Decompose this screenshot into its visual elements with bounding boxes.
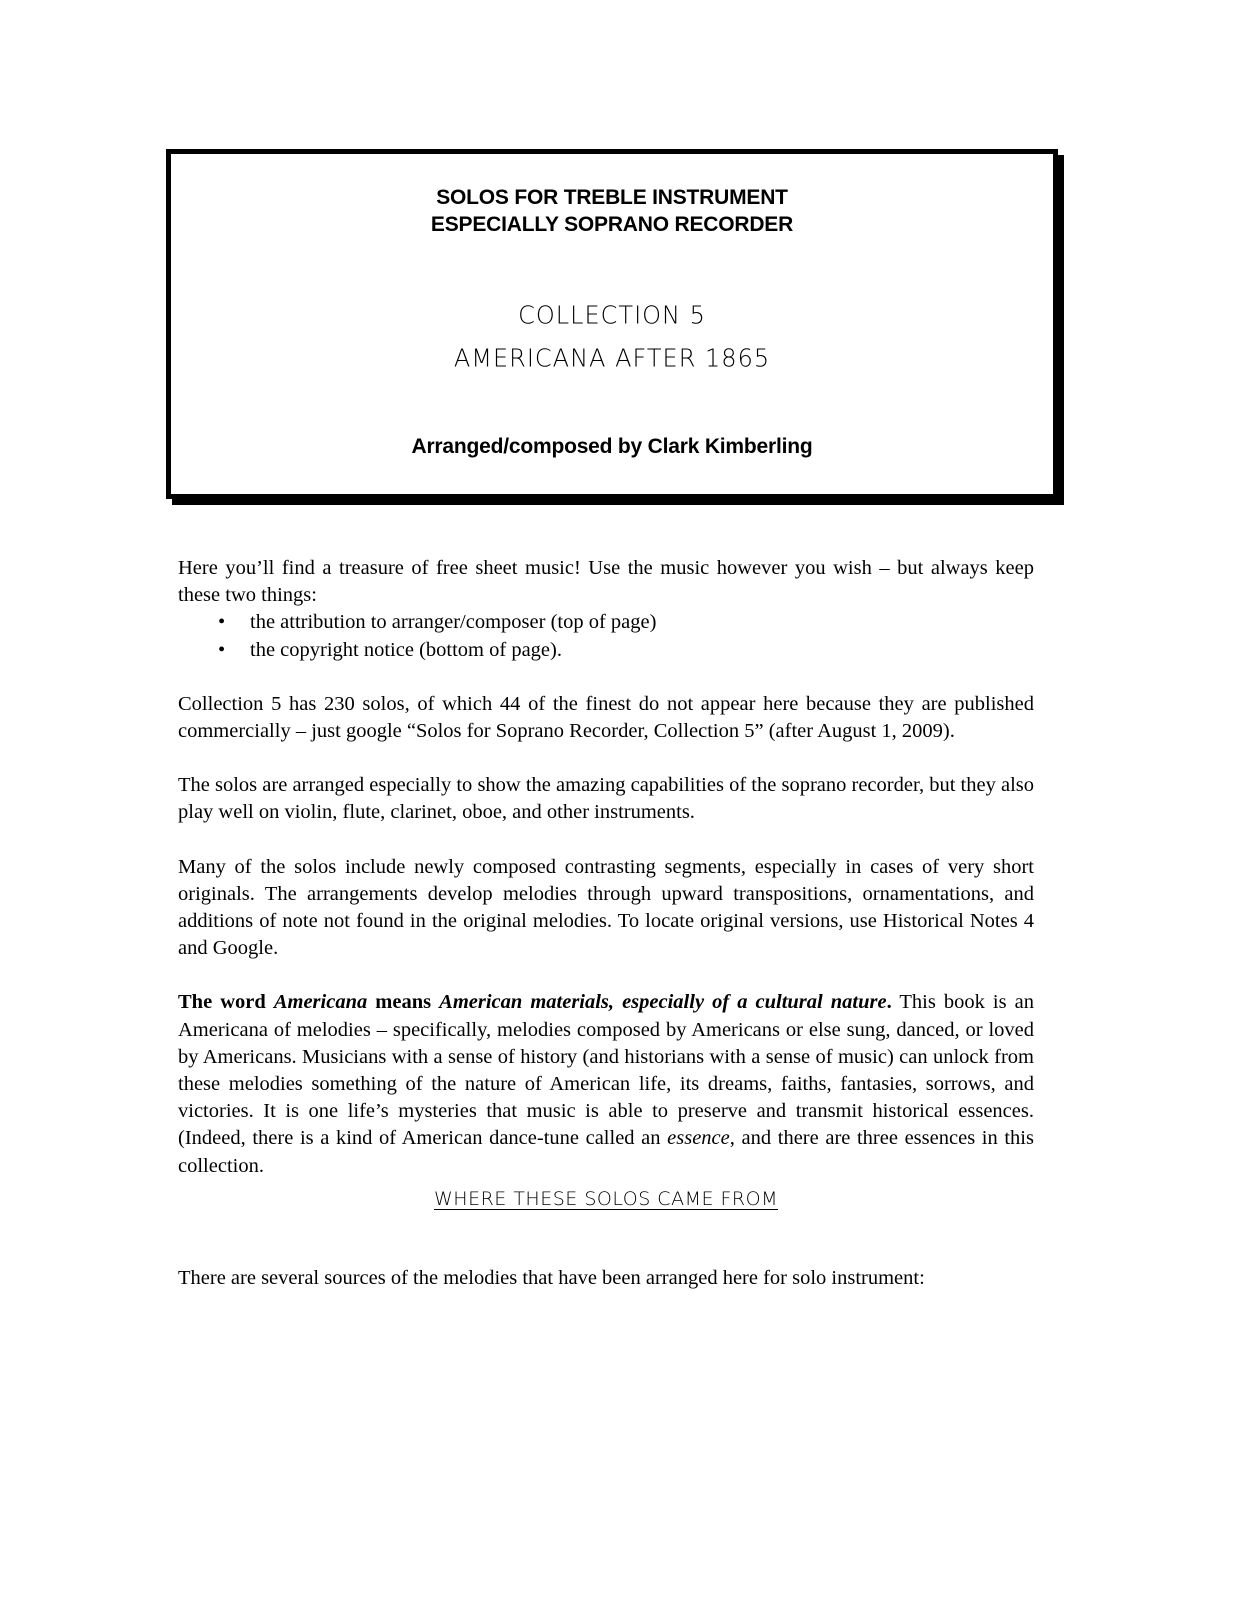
essence-term: essence: [667, 1127, 730, 1150]
intro-paragraph: Here you’ll find a treasure of free sheet music! Use the music however you wish – but always keep these two things:: [178, 557, 1034, 607]
americana-body: , and there are three essences in this collection.: [178, 1127, 1034, 1177]
list-item-text: the attribution to arranger/composer (top of page): [250, 611, 657, 634]
collection-info-paragraph: Collection 5 has 230 solos, of which 44 of the finest do not appear here because they are published commercially – just google “Solos for Soprano Recorder, Collection 5” (after August 1, 2009).: [178, 692, 1034, 743]
americana-body: This book is an Americana of melodies – specifically, melodies composed by Americans or else sung, danced, or loved by Americans. Musicians with a sense of history (and historians with a sense of music) can unlock from these melodies something of the nature of American life, its dreams, faiths, fantasies, sorrows, and victories. It is one life’s mysteries that music is able to preserve and transmit historical essences. (Indeed, there is a kind of American dance-tune called an: [178, 991, 1034, 1150]
list-item-text: the copyright notice (bottom of page).: [250, 638, 562, 661]
heading-line-2: ESPECIALLY SOPRANO RECORDER: [430, 213, 794, 236]
capabilities-paragraph: The solos are arranged especially to show the amazing capabilities of the soprano recorder, but they also play well on violin, flute, clarinet, oboe, and other instruments.: [178, 774, 1034, 824]
sources-paragraph: There are several sources of the melodies that have been arranged here for solo instrument:: [178, 1267, 925, 1290]
americana-lead: [178, 991, 892, 1013]
bullet-icon: •: [218, 611, 226, 634]
keep-list: [178, 609, 1034, 663]
title-box: [166, 149, 1058, 499]
lead-text: means: [367, 991, 440, 1014]
collection-title: COLLECTION 5: [518, 300, 706, 330]
box-heading: [171, 184, 1053, 238]
segments-paragraph: Many of the solos include newly composed contrasting segments, especially in cases of very short originals. The arrangements develop melodies through upward transpositions, ornamentations, and additions of note not found in the original melodies. To locate original versions, use Historical Notes 4 and Google.: [178, 855, 1034, 960]
list-item: [178, 637, 1034, 664]
arranger-credit: Arranged/composed by Clark Kimberling: [411, 435, 813, 458]
lead-definition: American materials, especially of a cultural nature: [439, 991, 887, 1014]
heading-line-1: SOLOS FOR TREBLE INSTRUMENT: [436, 186, 788, 209]
document-body: [178, 555, 1034, 1319]
lead-text: The word: [178, 991, 274, 1014]
list-item: [178, 609, 1034, 636]
lead-term: Americana: [273, 991, 368, 1014]
collection-subtitle: AMERICANA AFTER 1865: [453, 343, 771, 373]
section-heading: WHERE THESE SOLOS CAME FROM: [434, 1187, 778, 1210]
bullet-icon: •: [218, 638, 226, 661]
americana-paragraph: [178, 989, 1034, 1179]
lead-text: .: [886, 991, 892, 1014]
